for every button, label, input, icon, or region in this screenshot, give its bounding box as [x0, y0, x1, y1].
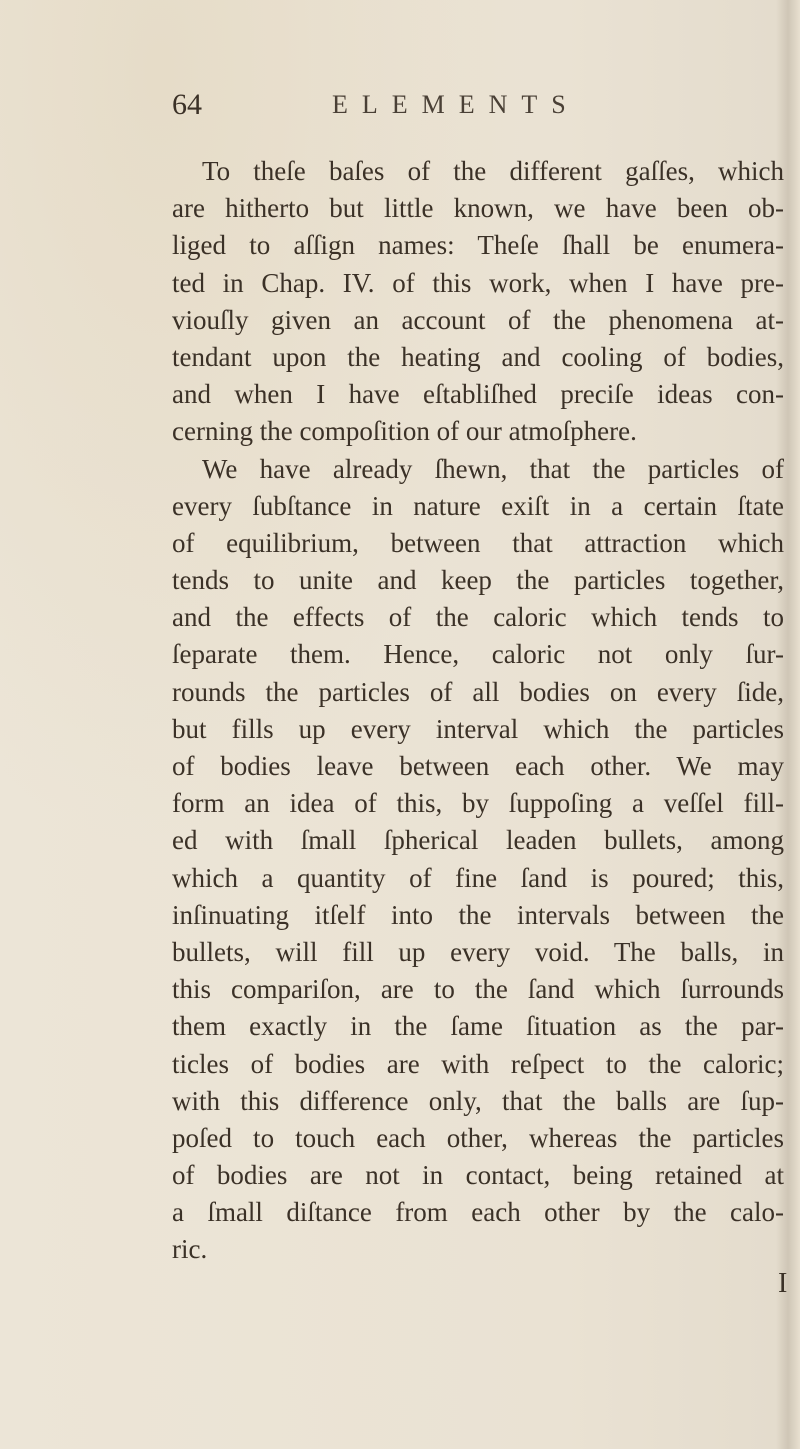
text-line: [172, 227, 784, 264]
text-line-content: which a quantity of fine ſand is poured; this,: [172, 862, 784, 893]
text-line-content: a ſmall diſtance from each other by the calo-: [172, 1197, 784, 1228]
text-line-content: but fills up every interval which the particles: [172, 713, 784, 744]
text-line-content: with this difference only, that the balls are ſup-: [172, 1085, 784, 1116]
text-line-content: form an idea of this, by ſuppoſing a veſſel fill-: [172, 788, 784, 819]
text-line: [172, 302, 784, 339]
page-number: 64: [172, 88, 202, 121]
text-line-content: every ſubſtance in nature exiſt in a certain ſtate: [172, 490, 784, 521]
text-line: [172, 674, 784, 711]
text-line: [172, 413, 784, 450]
text-line-content: of bodies are not in contact, being retained at: [172, 1160, 784, 1191]
text-line-content: ſeparate them. Hence, caloric not only ſur-: [172, 639, 784, 670]
text-line-content: them exactly in the ſame ſituation as the par-: [172, 1011, 784, 1042]
text-line-content: of equilibrium, between that attraction which: [172, 527, 784, 558]
text-line: [172, 860, 784, 897]
text-line-content: To theſe baſes of the different gaſſes, which: [202, 156, 784, 186]
text-line-content: and when I have eſtabliſhed preciſe ideas con-: [172, 379, 784, 410]
text-line: [172, 451, 784, 488]
text-line-content: liged to aſſign names: Theſe ſhall be enumera-: [172, 230, 784, 261]
text-line: [172, 748, 784, 785]
text-line: [172, 822, 784, 859]
text-line: [172, 488, 784, 525]
text-line: [172, 562, 784, 599]
text-line-content: ticles of bodies are with reſpect to the caloric;: [172, 1048, 784, 1079]
text-line: [172, 599, 784, 636]
text-line: [172, 1083, 784, 1120]
text-line: [172, 153, 784, 190]
text-line: [172, 1194, 784, 1231]
text-line: [172, 785, 784, 822]
text-line: [172, 1046, 784, 1083]
text-line-content: this compariſon, are to the ſand which ſurrounds: [172, 974, 784, 1005]
text-line: [172, 1157, 784, 1194]
text-line-content: ted in Chap. IV. of this work, when I have pre-: [172, 267, 784, 298]
text-line-content: and the effects of the caloric which tends to: [172, 602, 784, 633]
text-line-content: inſinuating itſelf into the intervals between the: [172, 899, 784, 930]
text-line-content: rounds the particles of all bodies on every ſide,: [172, 676, 784, 707]
text-line: [172, 1008, 784, 1045]
text-line-content: We have already ſhewn, that the particles of: [202, 453, 784, 484]
text-line-content: tends to unite and keep the particles together,: [172, 565, 784, 596]
text-line: [172, 376, 784, 413]
text-line-content: bullets, will fill up every void. The balls, in: [172, 936, 784, 967]
text-line: [172, 971, 784, 1008]
text-line: [172, 934, 784, 971]
text-line: [172, 636, 784, 673]
text-line: [172, 525, 784, 562]
catchword: I: [778, 1268, 788, 1299]
running-title: ELEMENTS: [332, 90, 580, 119]
text-line-content: ed with ſmall ſpherical leaden bullets, among: [172, 825, 784, 856]
body-text: [172, 153, 784, 1269]
text-line: [172, 711, 784, 748]
text-line-content: are hitherto but little known, we have been ob-: [172, 193, 784, 224]
text-line-content: poſed to touch each other, whereas the particles: [172, 1122, 784, 1153]
text-line: [172, 1231, 784, 1268]
text-line: [172, 265, 784, 302]
text-line-content: ric.: [172, 1234, 208, 1265]
text-line: [172, 897, 784, 934]
text-line-content: cerning the compoſition of our atmoſphere.: [172, 416, 637, 447]
text-line-content: of bodies leave between each other. We may: [172, 751, 784, 781]
text-line: [172, 1120, 784, 1157]
text-line-content: viouſly given an account of the phenomena at-: [172, 304, 784, 335]
text-line: [172, 190, 784, 227]
page-header: [172, 88, 622, 128]
text-line-content: tendant upon the heating and cooling of bodies,: [172, 341, 784, 372]
text-line: [172, 339, 784, 376]
